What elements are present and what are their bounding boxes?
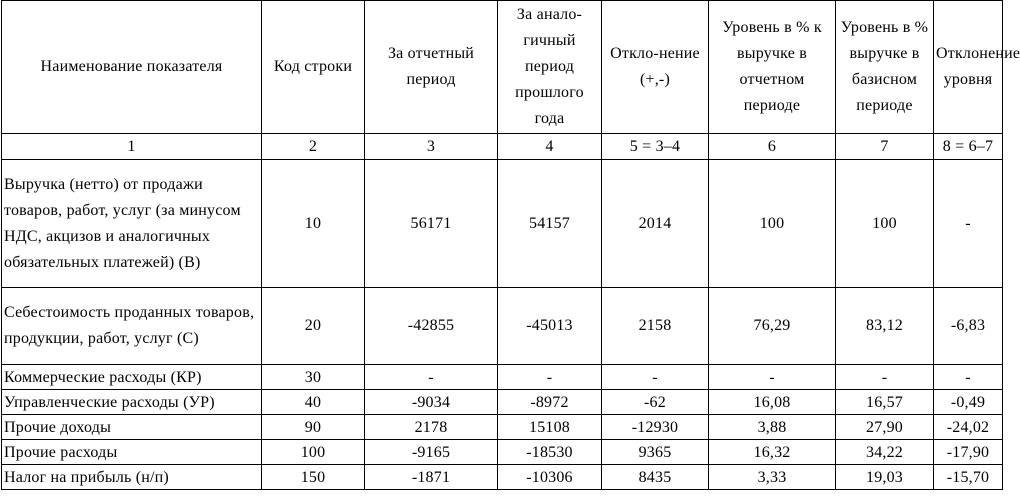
cell-level-base: 19,03 bbox=[836, 465, 934, 490]
cell-previous: -18530 bbox=[498, 440, 602, 465]
cell-level-reporting: 16,32 bbox=[709, 440, 836, 465]
column-number: 3 bbox=[365, 134, 498, 160]
column-number: 1 bbox=[2, 134, 262, 160]
table-row-revenue bbox=[2, 160, 1003, 288]
cell-reporting: -42855 bbox=[365, 288, 498, 365]
cell-deviation: 2014 bbox=[602, 160, 709, 288]
header-line-code: Код строки bbox=[262, 1, 365, 134]
row-name: Управленческие расходы (УР) bbox=[2, 390, 262, 415]
column-number: 8 = 6–7 bbox=[934, 134, 1003, 160]
row-code: 40 bbox=[262, 390, 365, 415]
cell-previous: 54157 bbox=[498, 160, 602, 288]
column-number: 5 = 3–4 bbox=[602, 134, 709, 160]
cell-level-base: - bbox=[836, 365, 934, 390]
header-level-deviation: Отклонение уровня bbox=[934, 1, 1003, 134]
cell-level-deviation: - bbox=[934, 365, 1003, 390]
header-reporting-period: За отчетный период bbox=[365, 1, 498, 134]
cell-level-reporting: 16,08 bbox=[709, 390, 836, 415]
row-code: 90 bbox=[262, 415, 365, 440]
cell-reporting: -1871 bbox=[365, 465, 498, 490]
cell-level-base: 27,90 bbox=[836, 415, 934, 440]
table-row-commercial bbox=[2, 365, 1003, 390]
table-row-other-expenses bbox=[2, 440, 1003, 465]
row-code: 30 bbox=[262, 365, 365, 390]
cell-reporting: 2178 bbox=[365, 415, 498, 440]
cell-reporting: - bbox=[365, 365, 498, 390]
cell-level-deviation: -17,90 bbox=[934, 440, 1003, 465]
row-name: Прочие расходы bbox=[2, 440, 262, 465]
row-name: Себестоимость проданных товаров, продукции, работ, услуг (С) bbox=[2, 288, 262, 365]
header-indicator-name: Наименование показателя bbox=[2, 1, 262, 134]
column-number-row bbox=[2, 134, 1003, 160]
column-number: 4 bbox=[498, 134, 602, 160]
cell-previous: - bbox=[498, 365, 602, 390]
cell-level-deviation: -0,49 bbox=[934, 390, 1003, 415]
cell-previous: 15108 bbox=[498, 415, 602, 440]
header-level-base: Уровень в % выручке в базисном периоде bbox=[836, 1, 934, 134]
header-deviation: Откло-нение (+,-) bbox=[602, 1, 709, 134]
cell-reporting: -9165 bbox=[365, 440, 498, 465]
column-number: 7 bbox=[836, 134, 934, 160]
cell-level-reporting: 76,29 bbox=[709, 288, 836, 365]
table-row-income-tax bbox=[2, 465, 1003, 490]
header-row bbox=[2, 1, 1003, 134]
row-name: Коммерческие расходы (КР) bbox=[2, 365, 262, 390]
row-code: 100 bbox=[262, 440, 365, 465]
header-previous-period: За анало-гичный период прошлого года bbox=[498, 1, 602, 134]
cell-level-base: 100 bbox=[836, 160, 934, 288]
row-code: 20 bbox=[262, 288, 365, 365]
financial-results-table bbox=[1, 0, 1020, 490]
cell-deviation: 2158 bbox=[602, 288, 709, 365]
table-row-other-income bbox=[2, 415, 1003, 440]
row-code: 10 bbox=[262, 160, 365, 288]
cell-deviation: -62 bbox=[602, 390, 709, 415]
cell-reporting: -9034 bbox=[365, 390, 498, 415]
row-code: 150 bbox=[262, 465, 365, 490]
cell-previous: -10306 bbox=[498, 465, 602, 490]
cell-deviation: - bbox=[602, 365, 709, 390]
cell-level-reporting: 3,88 bbox=[709, 415, 836, 440]
cell-level-deviation: -6,83 bbox=[934, 288, 1003, 365]
cell-level-reporting: 100 bbox=[709, 160, 836, 288]
cell-level-deviation: -24,02 bbox=[934, 415, 1003, 440]
table-row-management bbox=[2, 390, 1003, 415]
cell-deviation: -12930 bbox=[602, 415, 709, 440]
row-name: Прочие доходы bbox=[2, 415, 262, 440]
cell-deviation: 8435 bbox=[602, 465, 709, 490]
cell-previous: -45013 bbox=[498, 288, 602, 365]
row-name: Налог на прибыль (н/п) bbox=[2, 465, 262, 490]
row-name: Выручка (нетто) от продажи товаров, работ, услуг (за минусом НДС, акцизов и аналогичных обязательных платежей) (В) bbox=[2, 160, 262, 288]
cell-level-deviation: - bbox=[934, 160, 1003, 288]
cell-level-deviation: -15,70 bbox=[934, 465, 1003, 490]
header-level-reporting: Уровень в % к выручке в отчетном периоде bbox=[709, 1, 836, 134]
cell-previous: -8972 bbox=[498, 390, 602, 415]
cell-level-base: 83,12 bbox=[836, 288, 934, 365]
column-number: 2 bbox=[262, 134, 365, 160]
cell-reporting: 56171 bbox=[365, 160, 498, 288]
column-number: 6 bbox=[709, 134, 836, 160]
cell-level-base: 34,22 bbox=[836, 440, 934, 465]
table-row-cost bbox=[2, 288, 1003, 365]
cell-deviation: 9365 bbox=[602, 440, 709, 465]
cell-level-reporting: 3,33 bbox=[709, 465, 836, 490]
cell-level-reporting: - bbox=[709, 365, 836, 390]
cell-level-base: 16,57 bbox=[836, 390, 934, 415]
